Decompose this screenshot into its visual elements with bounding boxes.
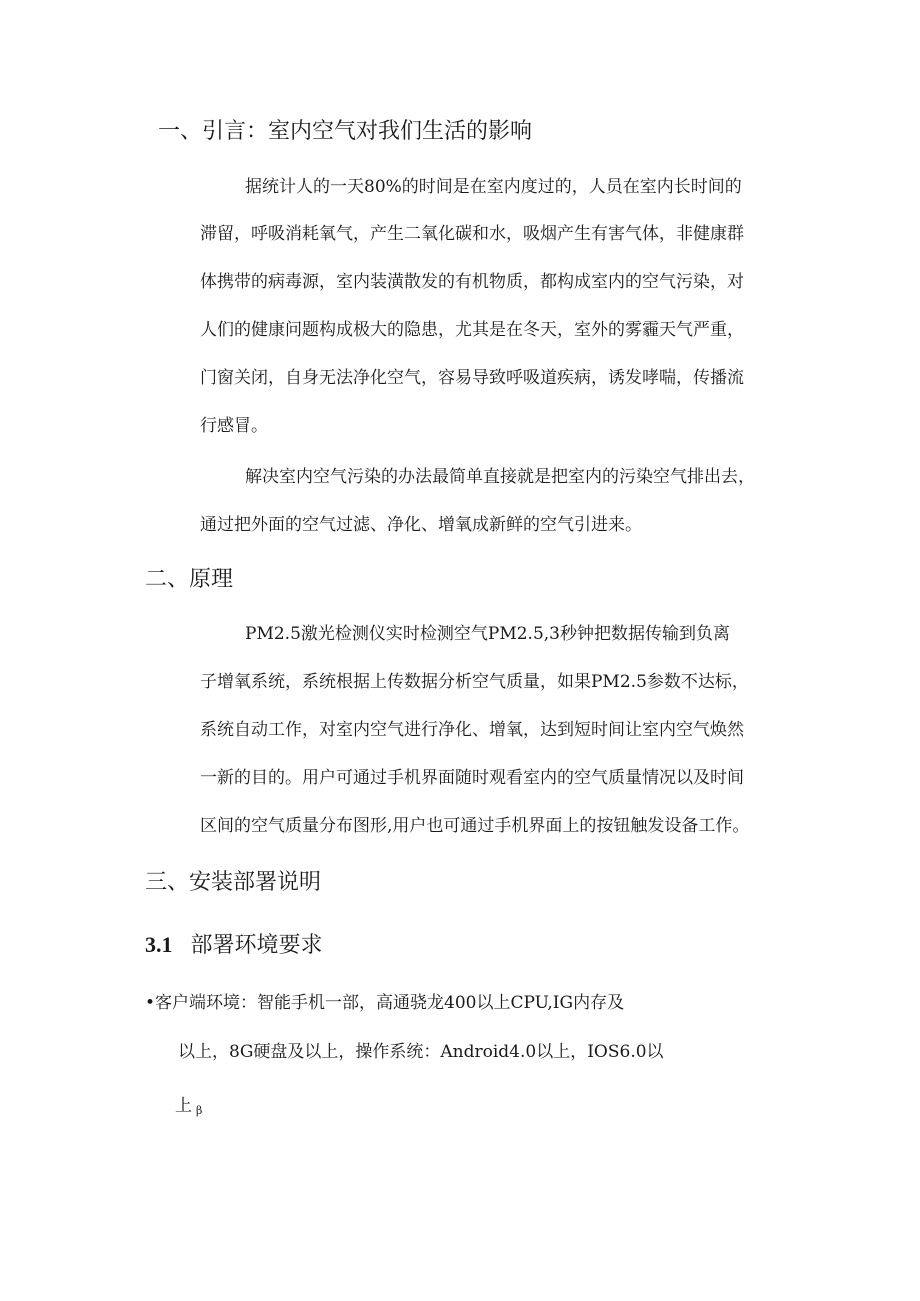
section-1-para-1-line-3: 体携带的病毒源，室内装潢散发的有机物质，都构成室内的空气污染，对	[200, 272, 744, 292]
section-1-para-1-line-5: 门窗关闭，自身无法净化空气，容易导致呼吸道疾病，诱发哮喘，传播流	[200, 368, 744, 388]
section-1-para-1-line-1: 据统计人的一天80%的时间是在室内度过的，人员在室内长时间的	[245, 177, 742, 197]
section-2-para-1-line-5: 区间的空气质量分布图形,用户也可通过手机界面上的按钮触发设备工作。	[200, 816, 750, 836]
section-1-para-1-line-2: 滞留，呼吸消耗氧气，产生二氧化碳和水，吸烟产生有害气体，非健康群	[200, 224, 744, 244]
bullet-line-3-text: 上	[175, 1096, 192, 1116]
section-3-heading: 三、安装部署说明	[145, 870, 322, 895]
section-1-para-2-line-2: 通过把外面的空气过滤、净化、增氧成新鲜的空气引进来。	[200, 515, 642, 535]
section-2-para-1-line-4: 一新的目的。用户可通过手机界面随时观看室内的空气质量情况以及时间	[200, 768, 744, 788]
section-2-heading: 二、原理	[145, 567, 234, 592]
trailing-mark: β	[196, 1104, 203, 1117]
section-1-para-1-line-4: 人们的健康问题构成极大的隐患，尤其是在冬天，室外的雾霾天气严重，	[200, 320, 744, 340]
bullet-line-1: •客户端环境：智能手机一部，高通骁龙400以上CPU,IG内存及	[145, 993, 625, 1013]
section-1-para-2-line-1: 解决室内空气污染的办法最简单直接就是把室内的污染空气排出去，	[245, 467, 755, 487]
section-2-para-1-line-3: 系统自动工作，对室内空气进行净化、增氧，达到短时间让室内空气焕然	[200, 720, 744, 740]
section-2-para-1-line-2: 子增氧系统，系统根据上传数据分析空气质量，如果PM2.5参数不达标，	[200, 672, 749, 692]
section-1-heading: 一、引言：室内空气对我们生活的影响	[158, 119, 533, 144]
subsection-number: 3.1	[145, 932, 173, 957]
section-2-para-1-line-1: PM2.5激光检测仪实时检测空气PM2.5,3秒钟把数据传输到负离	[245, 624, 730, 644]
subsection-title: 部署环境要求	[190, 933, 323, 958]
bullet-line-2: 以上，8G硬盘及以上，操作系统：Android4.0以上，IOS6.0以	[178, 1042, 664, 1062]
subsection-3-1-heading	[145, 930, 323, 961]
section-1-para-1-line-6: 行感冒。	[200, 416, 268, 436]
bullet-line-3	[175, 1094, 202, 1123]
